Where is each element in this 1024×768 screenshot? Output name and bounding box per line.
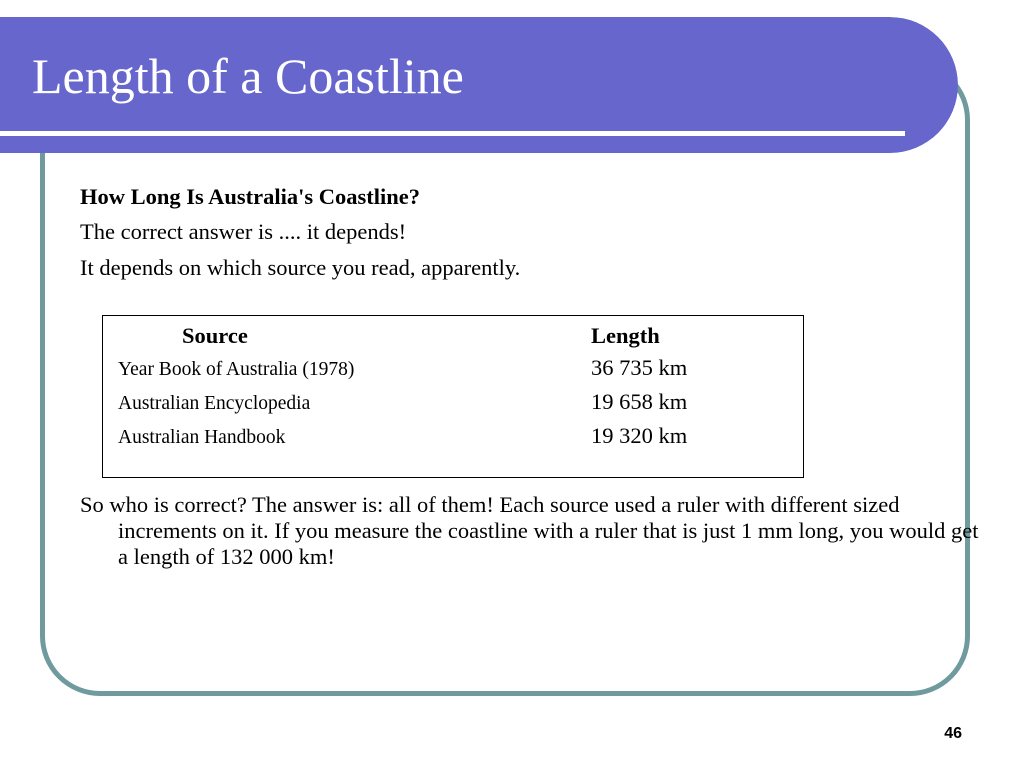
source-cell: Australian Handbook xyxy=(118,427,286,448)
source-cell: Year Book of Australia (1978) xyxy=(118,359,355,380)
length-cell: 36 735 km xyxy=(591,355,688,380)
slide-title: Length of a Coastline xyxy=(32,48,464,104)
title-underline xyxy=(0,131,905,136)
conclusion-paragraph: So who is correct? The answer is: all of them! Each source used a ruler with different sized increments on it. If you measure the coastline with a ruler that is just 1 mm long, you would get a length of 132 000 km! xyxy=(80,492,979,569)
table-row xyxy=(103,422,803,452)
body-line: The correct answer is .... it depends! xyxy=(80,219,407,244)
title-banner xyxy=(0,17,958,153)
page-number: 46 xyxy=(944,725,962,742)
table-row xyxy=(103,388,803,418)
table-row xyxy=(103,354,803,384)
section-heading: How Long Is Australia's Coastline? xyxy=(80,184,421,209)
column-header-length: Length xyxy=(591,323,660,348)
source-cell: Australian Encyclopedia xyxy=(118,393,311,414)
length-cell: 19 320 km xyxy=(591,423,688,448)
column-header-source: Source xyxy=(182,323,248,348)
body-line: It depends on which source you read, apparently. xyxy=(80,255,521,280)
length-cell: 19 658 km xyxy=(591,389,688,414)
coastline-table xyxy=(102,315,804,478)
